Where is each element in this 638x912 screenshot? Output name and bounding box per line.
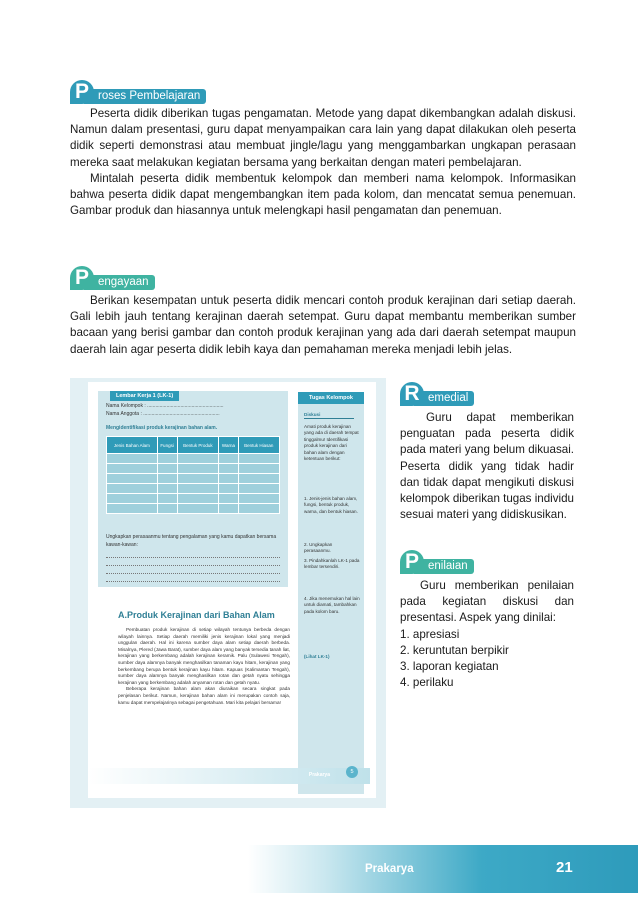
section-a-text (118, 627, 290, 706)
tugas-step: 1. Jenis-jenis bahan alam, fungsi, bentuk produk, warna, dan bentuk hiasan. (304, 496, 358, 514)
heading-label: engayaan (84, 275, 155, 290)
answer-line (106, 573, 280, 574)
tugas-text: Amati produk kerajinan yang ada di daerah tempat tinggalmu! Identifikasi produk kerajinan dari bahan alam dengan ketentuan berikut: (304, 424, 359, 462)
answer-line (106, 581, 280, 582)
list-item: 1. apresiasi (400, 627, 460, 641)
book-page-preview (70, 378, 386, 808)
diskusi-label: Diskusi (304, 412, 354, 419)
tugas-step: 2. Ungkapkan perasaanmu. (304, 542, 333, 554)
heading-label: roses Pembelajaran (84, 89, 206, 104)
paragraph: Pembuatan produk kerajinan di setiap wilayah tentunya berbeda dengan wilayah lainnya. Setiap daerah memiliki jenis kerajinan lokal yang menjadi unggulan daerah. Hal ini karena sumber daya alam setiap daerah berbeda. Misalnya, Plered (Jawa Barat), sumber daya alam yang banyak tersedia tanah liat, kerajinan yang berkembang adalah kerajinan keramik. Palu (Sulawesi Tengah), sumber daya alamnya banyak menghasilkan tanaman kayu hitam, kerajinan yang berkembang berupa bentuk kerajinan kayu hitam. Kapuas (Kalimantan Tengah), sumber daya alamnya banyak menghasilkan rotan dan getah nyatu sehingga kerajinan yang berkembang adalah anyaman rotan dan getah nyatu. (118, 627, 290, 685)
heading-initial: P (70, 266, 94, 290)
heading-label: enilaian (414, 559, 474, 574)
answer-line (106, 557, 280, 558)
heading-label: emedial (414, 391, 474, 406)
table-header: Jenis Bahan Alam (107, 437, 158, 454)
footer-label: Prakarya (365, 863, 414, 875)
lk-worksheet (98, 391, 288, 587)
book-footer-label: Prakarya (308, 772, 330, 778)
heading-initial: P (400, 550, 424, 574)
table-header: Fungsi (157, 437, 177, 454)
penilaian-heading (400, 548, 474, 574)
book-page-number: 5 (346, 766, 358, 778)
answer-line (106, 565, 280, 566)
list-item: 3. laporan kegiatan (400, 660, 499, 674)
lk-tab: Lembar Kerja 1 (LK-1) (110, 391, 179, 401)
footer-band (248, 845, 638, 893)
book-page (88, 382, 376, 798)
lihat-note: (Lihat LK-1) (304, 654, 330, 659)
table-row (107, 454, 280, 464)
table-row (107, 504, 280, 514)
nama-kelompok: Nama Kelompok : ....................................................... (106, 403, 224, 409)
table-row (107, 474, 280, 484)
pengayaan-heading (70, 264, 155, 290)
remedial-body (400, 410, 574, 523)
ungkapan-prompt: Ungkapkan perasaanmu tentang pengalaman yang kamu dapatkan bersama kawan-kawan: (106, 534, 277, 548)
table-title: Mengidentifikasi produk kerajinan bahan alam. (106, 425, 218, 431)
penilaian-body (400, 578, 574, 691)
table-header: Bentuk Hiasan (238, 437, 279, 454)
paragraph: Peserta didik diberikan tugas pengamatan. Metode yang dapat dikembangkan adalah diskusi. Namun dalam presentasi, guru dapat menyampaikan cara lain yang dapat dilakukan oleh peserta didik seperti demonstrasi atau membuat jingle/lagu yang menggambarkan ungkapan perasaan mereka saat melakukan kegiatan bersama yang berkaitan dengan materi pembelajaran. (70, 107, 576, 169)
page-number: 21 (556, 859, 573, 876)
paragraph: Mintalah peserta didik membentuk kelompok dan memberi nama kelompok. Informasikan bahwa peserta didik dapat mengembangkan item pada kolom, dan mencatat semua penemuan. Gambar produk dan hiasannya untuk melengkapi hasil pengamatan dan penemuan. (70, 171, 576, 218)
heading-initial: R (400, 382, 424, 406)
table-row (107, 494, 280, 504)
paragraph: Beberapa kerajinan bahan alam akan diuraikan secara singkat pada penjelasan berikut. Namun, kerajinan bahan alam ini merupakan contoh saja, kamu dapat mempelajarinya sebagai pengetahuan. Mari kita pelajari bersama! (118, 686, 290, 705)
table-row (107, 484, 280, 494)
tugas-step: 3. Pindahkanlah LK-1 pada lembar tersendiri. (304, 558, 360, 570)
list-item: 2. keruntutan berpikir (400, 643, 509, 657)
paragraph: Guru memberikan penilaian pada kegiatan diskusi dan presentasi. Aspek yang dinilai: (400, 579, 574, 625)
remedial-heading (400, 380, 474, 406)
table-header: Warna (219, 437, 238, 454)
proses-heading (70, 78, 206, 104)
nama-anggota: Nama Anggota : ....................................................... (106, 411, 220, 417)
tugas-tab: Tugas Kelompok (298, 392, 364, 404)
paragraph: Guru dapat memberikan penguatan pada peserta didik pada materi yang belum dikuasai. Peserta didik yang tidak hadir dan tidak dapat mengikuti diskusi kelompok diberikan tugas individu sesuai materi yang didiskusikan. (400, 411, 575, 522)
table-header: Bentuk Produk (177, 437, 219, 454)
lk-table (106, 436, 280, 514)
paragraph: Berikan kesempatan untuk peserta didik mencari contoh produk kerajinan dari setiap daerah. Gali lebih jauh tentang kerajinan daerah setempat. Guru dapat membantu memberikan sumber bacaan yang berisi gambar dan contoh produk kerajinan yang ada dari daerah setempat maupun daerah lain agar peserta didik lebih kaya dan pemahaman mereka menjadi lebih jelas. (70, 294, 576, 356)
tugas-box (298, 404, 364, 794)
tugas-step: 4. Jika menemukan hal lain untuk diamati, tambahkan pada kolom baru. (304, 596, 360, 614)
pengayaan-body (70, 293, 576, 358)
list-item: 4. perilaku (400, 676, 454, 690)
proses-body (70, 106, 576, 219)
table-row (107, 464, 280, 474)
page-footer (0, 841, 638, 912)
book-page-footer (88, 768, 370, 784)
heading-initial: P (70, 80, 94, 104)
section-a-title: A.Produk Kerajinan dari Bahan Alam (118, 610, 275, 620)
